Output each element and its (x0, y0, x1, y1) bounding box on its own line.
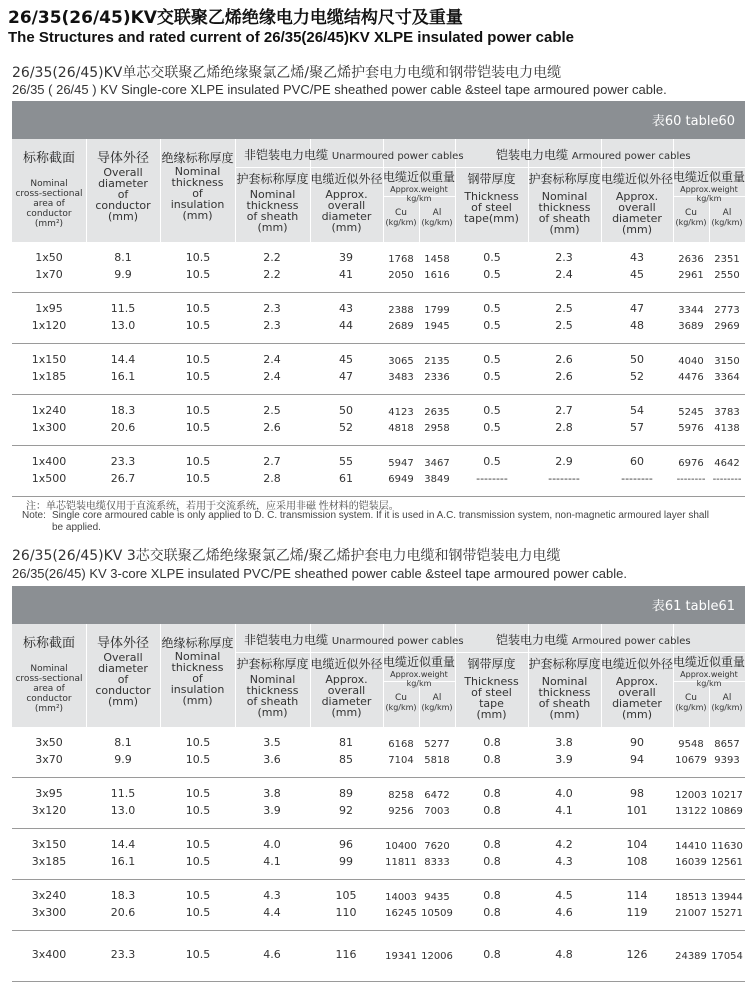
cell-sheath-thickness: 2.8 (263, 472, 281, 485)
cell-size: 1x120 (31, 319, 67, 332)
cell-insulation-thickness: 10.5 (185, 736, 211, 749)
table2-label-bar (12, 586, 745, 624)
cell-size: 3x50 (35, 736, 63, 749)
cell-armoured-overall-diameter: 43 (630, 251, 644, 264)
cell-weight-al: 2135 (424, 356, 450, 367)
table1-section-title-cn: 26/35(26/45)KV单芯交联聚乙烯绝缘聚氯乙烯/聚乙烯护套电力电缆和钢带铠装电力电缆 (12, 65, 562, 81)
cell-size: 3x70 (35, 753, 63, 766)
table1-body (12, 242, 745, 497)
cell-conductor-od: 20.6 (110, 906, 136, 919)
cell-size: 1x70 (35, 268, 63, 281)
cell-steel-tape: 0.8 (483, 787, 501, 800)
cell-weight-cu: 2388 (388, 305, 414, 316)
cell-armoured-weight-cu: 4476 (678, 372, 704, 383)
cell-armoured-weight-cu: 2961 (678, 270, 704, 281)
cell-armoured-weight-cu: 21007 (675, 908, 707, 919)
cell-overall-diameter: 85 (339, 753, 353, 766)
cell-armoured-overall-diameter: 108 (626, 855, 648, 868)
cell-overall-diameter: 43 (339, 302, 353, 315)
row-group (12, 931, 745, 982)
cell-armoured-weight-al: 10869 (711, 806, 743, 817)
cell-armoured-sheath-thickness: 2.7 (555, 404, 573, 417)
cell-weight-al: 12006 (421, 951, 453, 962)
cell-armoured-weight-cu: -------- (676, 474, 706, 485)
cell-size: 3x240 (31, 889, 67, 902)
cell-armoured-weight-cu: 3689 (678, 321, 704, 332)
cell-conductor-od: 16.1 (110, 855, 136, 868)
cell-armoured-sheath-thickness: 2.5 (555, 302, 573, 315)
cell-insulation-thickness: 10.5 (185, 251, 211, 264)
header-cu: Cu (kg/km) (385, 208, 417, 227)
cell-size: 1x150 (31, 353, 67, 366)
cell-size: 3x185 (31, 855, 67, 868)
header-cu: Cu (kg/km) (385, 693, 417, 712)
cell-overall-diameter: 81 (339, 736, 353, 749)
header-al: Al (kg/km) (421, 693, 453, 712)
header-armoured-group: 铠装电力电缆 Armoured power cables (496, 148, 691, 162)
cell-weight-al: 5818 (424, 755, 450, 766)
cell-sheath-thickness: 2.7 (263, 455, 281, 468)
cell-armoured-overall-diameter: 98 (630, 787, 644, 800)
cell-overall-diameter: 45 (339, 353, 353, 366)
cell-armoured-weight-al: 3364 (714, 372, 740, 383)
cell-armoured-sheath-thickness: 2.6 (555, 353, 573, 366)
cell-armoured-weight-al: 2969 (714, 321, 740, 332)
cell-insulation-thickness: 10.5 (185, 753, 211, 766)
table1-label: 表60 table60 (651, 114, 735, 129)
header-overall-diameter: 电缆近似外径 Approx. overall diameter (mm) (310, 657, 383, 719)
cell-weight-al: 6472 (424, 790, 450, 801)
header-overall-diameter: 电缆近似外径 Approx. overall diameter (mm) (310, 172, 383, 234)
cell-size: 3x300 (31, 906, 67, 919)
cell-armoured-weight-al: 2773 (714, 305, 740, 316)
cell-armoured-weight-al: 10217 (711, 790, 743, 801)
cell-weight-al: 2958 (424, 423, 450, 434)
cell-sheath-thickness: 3.5 (263, 736, 281, 749)
cell-armoured-sheath-thickness: 4.8 (555, 948, 573, 961)
cell-weight-al: 2336 (424, 372, 450, 383)
cell-armoured-sheath-thickness: 4.1 (555, 804, 573, 817)
cell-sheath-thickness: 4.3 (263, 889, 281, 902)
cell-insulation-thickness: 10.5 (185, 370, 211, 383)
table2-label: 表61 table61 (651, 599, 735, 614)
cell-sheath-thickness: 2.2 (263, 268, 281, 281)
cell-sheath-thickness: 4.1 (263, 855, 281, 868)
cell-steel-tape: 0.8 (483, 948, 501, 961)
table2 (12, 586, 745, 982)
cell-sheath-thickness: 2.2 (263, 251, 281, 264)
cell-conductor-od: 23.3 (110, 455, 136, 468)
cell-weight-cu: 16245 (385, 908, 417, 919)
cell-conductor-od: 9.9 (114, 268, 132, 281)
cell-conductor-od: 13.0 (110, 804, 136, 817)
cell-sheath-thickness: 2.3 (263, 302, 281, 315)
cell-sheath-thickness: 2.5 (263, 404, 281, 417)
cell-armoured-weight-al: 15271 (711, 908, 743, 919)
table1-header (12, 139, 745, 242)
cell-armoured-weight-cu: 10679 (675, 755, 707, 766)
cell-weight-cu: 6168 (388, 739, 414, 750)
cell-weight-al: 9435 (424, 892, 450, 903)
cell-armoured-weight-al: 2550 (714, 270, 740, 281)
cell-armoured-sheath-thickness: 4.5 (555, 889, 573, 902)
cell-armoured-overall-diameter: 57 (630, 421, 644, 434)
cell-steel-tape: -------- (476, 472, 508, 485)
row-group (12, 727, 745, 778)
row-group (12, 880, 745, 931)
cell-size: 1x500 (31, 472, 67, 485)
cell-steel-tape: 0.5 (483, 319, 501, 332)
cell-insulation-thickness: 10.5 (185, 455, 211, 468)
cell-overall-diameter: 116 (335, 948, 357, 961)
cell-conductor-od: 11.5 (110, 787, 136, 800)
cell-weight-cu: 2689 (388, 321, 414, 332)
cell-overall-diameter: 41 (339, 268, 353, 281)
cell-size: 1x300 (31, 421, 67, 434)
cell-sheath-thickness: 4.4 (263, 906, 281, 919)
cell-armoured-weight-al: 9393 (714, 755, 740, 766)
cell-armoured-weight-al: 4138 (714, 423, 740, 434)
cell-size: 1x95 (35, 302, 63, 315)
cell-insulation-thickness: 10.5 (185, 319, 211, 332)
cell-overall-diameter: 92 (339, 804, 353, 817)
cell-size: 3x150 (31, 838, 67, 851)
cell-insulation-thickness: 10.5 (185, 889, 211, 902)
cell-steel-tape: 0.5 (483, 353, 501, 366)
cell-overall-diameter: 44 (339, 319, 353, 332)
row-group (12, 829, 745, 880)
cell-armoured-weight-cu: 4040 (678, 356, 704, 367)
cell-steel-tape: 0.5 (483, 455, 501, 468)
cell-armoured-weight-al: 4642 (714, 458, 740, 469)
cell-weight-al: 1616 (424, 270, 450, 281)
note-cn-text: 单芯铠装电缆仅用于直流系统，若用于交流系统，应采用非磁 性材料的铠装层。 (46, 501, 399, 512)
cell-steel-tape: 0.8 (483, 838, 501, 851)
cell-weight-cu: 19341 (385, 951, 417, 962)
cell-armoured-sheath-thickness: 3.9 (555, 753, 573, 766)
cell-armoured-sheath-thickness: 2.8 (555, 421, 573, 434)
cell-steel-tape: 0.8 (483, 804, 501, 817)
cell-steel-tape: 0.5 (483, 268, 501, 281)
cell-armoured-overall-diameter: 50 (630, 353, 644, 366)
cell-insulation-thickness: 10.5 (185, 472, 211, 485)
cell-conductor-od: 23.3 (110, 948, 136, 961)
table2-section-title-cn: 26/35(26/45)KV 3芯交联聚乙烯绝缘聚氯乙烯/聚乙烯护套电力电缆和钢带铠装电力电缆 (12, 548, 561, 564)
cell-sheath-thickness: 3.8 (263, 787, 281, 800)
cell-armoured-sheath-thickness: 2.4 (555, 268, 573, 281)
cell-conductor-od: 9.9 (114, 753, 132, 766)
cell-weight-cu: 3065 (388, 356, 414, 367)
header-steel-tape: 钢带厚度 Thickness of steel tape (mm) (464, 657, 519, 721)
header-steel-tape: 钢带厚度 Thickness of steel tape(mm) (464, 172, 519, 225)
cell-armoured-weight-al: 3783 (714, 407, 740, 418)
header-nominal-area: 标称截面 Nominal cross-sectional area of conductor (mm²) (15, 636, 83, 714)
header-armoured-overall-diameter: 电缆近似外径 Approx. overall diameter (mm) (601, 172, 674, 236)
cell-armoured-overall-diameter: 48 (630, 319, 644, 332)
cell-weight-al: 3467 (424, 458, 450, 469)
cell-weight-al: 1945 (424, 321, 450, 332)
cell-armoured-weight-cu: 18513 (675, 892, 707, 903)
cell-weight-cu: 8258 (388, 790, 414, 801)
cell-armoured-overall-diameter: 54 (630, 404, 644, 417)
table1 (12, 101, 745, 497)
cell-sheath-thickness: 4.0 (263, 838, 281, 851)
cell-armoured-sheath-thickness: 4.3 (555, 855, 573, 868)
cell-sheath-thickness: 3.6 (263, 753, 281, 766)
cell-overall-diameter: 50 (339, 404, 353, 417)
cell-insulation-thickness: 10.5 (185, 421, 211, 434)
cell-size: 3x120 (31, 804, 67, 817)
cell-armoured-overall-diameter: 101 (626, 804, 648, 817)
cell-armoured-overall-diameter: 90 (630, 736, 644, 749)
cell-armoured-weight-cu: 14410 (675, 841, 707, 852)
cell-weight-al: 8333 (424, 857, 450, 868)
cell-steel-tape: 0.8 (483, 736, 501, 749)
cell-armoured-overall-diameter: 94 (630, 753, 644, 766)
cell-overall-diameter: 47 (339, 370, 353, 383)
cell-steel-tape: 0.8 (483, 753, 501, 766)
note-en-text-2: be applied. (52, 522, 101, 533)
cell-conductor-od: 18.3 (110, 889, 136, 902)
cell-armoured-overall-diameter: 47 (630, 302, 644, 315)
cell-conductor-od: 11.5 (110, 302, 136, 315)
header-sheath-thickness: 护套标称厚度 Nominal thickness of sheath (mm) (236, 172, 309, 234)
cell-overall-diameter: 39 (339, 251, 353, 264)
cell-armoured-overall-diameter: 45 (630, 268, 644, 281)
row-group (12, 446, 745, 497)
cell-weight-cu: 14003 (385, 892, 417, 903)
cell-weight-al: 7003 (424, 806, 450, 817)
header-armoured-cu: Cu (kg/km) (675, 693, 707, 712)
cell-weight-cu: 6949 (388, 474, 414, 485)
cell-armoured-overall-diameter: 52 (630, 370, 644, 383)
cell-weight-cu: 9256 (388, 806, 414, 817)
cell-size: 1x400 (31, 455, 67, 468)
cell-weight-cu: 4818 (388, 423, 414, 434)
row-group (12, 293, 745, 344)
cell-conductor-od: 18.3 (110, 404, 136, 417)
cell-insulation-thickness: 10.5 (185, 948, 211, 961)
cell-armoured-weight-al: 17054 (711, 951, 743, 962)
cell-armoured-sheath-thickness: 2.3 (555, 251, 573, 264)
header-armoured-approx-weight: 电缆近似重量 Approx.weight kg/km (673, 655, 746, 688)
cell-armoured-weight-al: 12561 (711, 857, 743, 868)
header-approx-weight: 电缆近似重量 Approx.weight kg/km (383, 170, 456, 203)
header-unarmoured-group: 非铠装电力电缆 Unarmoured power cables (244, 148, 464, 162)
cell-conductor-od: 13.0 (110, 319, 136, 332)
header-armoured-al: Al (kg/km) (711, 208, 743, 227)
cell-armoured-weight-al: -------- (712, 474, 742, 485)
cell-armoured-weight-al: 8657 (714, 739, 740, 750)
cell-weight-al: 1458 (424, 254, 450, 265)
cell-armoured-weight-cu: 13122 (675, 806, 707, 817)
cell-weight-al: 3849 (424, 474, 450, 485)
cell-steel-tape: 0.5 (483, 404, 501, 417)
cell-conductor-od: 20.6 (110, 421, 136, 434)
cell-weight-cu: 1768 (388, 254, 414, 265)
row-group (12, 344, 745, 395)
header-armoured-approx-weight: 电缆近似重量 Approx.weight kg/km (673, 170, 746, 203)
cell-armoured-weight-cu: 3344 (678, 305, 704, 316)
cell-sheath-thickness: 2.4 (263, 353, 281, 366)
cell-steel-tape: 0.8 (483, 906, 501, 919)
cell-steel-tape: 0.8 (483, 889, 501, 902)
cell-conductor-od: 16.1 (110, 370, 136, 383)
cell-weight-cu: 11811 (385, 857, 417, 868)
cell-overall-diameter: 105 (335, 889, 357, 902)
cell-insulation-thickness: 10.5 (185, 302, 211, 315)
cell-size: 1x240 (31, 404, 67, 417)
cell-conductor-od: 26.7 (110, 472, 136, 485)
header-armoured-sheath-thickness: 护套标称厚度 Nominal thickness of sheath (mm) (528, 657, 601, 721)
cell-armoured-sheath-thickness: 2.9 (555, 455, 573, 468)
cell-armoured-sheath-thickness: 2.6 (555, 370, 573, 383)
cell-armoured-overall-diameter: 119 (626, 906, 648, 919)
cell-overall-diameter: 52 (339, 421, 353, 434)
header-armoured-cu: Cu (kg/km) (675, 208, 707, 227)
cell-armoured-overall-diameter: -------- (621, 472, 653, 485)
note-en-label: Note: (22, 510, 46, 521)
cell-steel-tape: 0.5 (483, 421, 501, 434)
cell-armoured-weight-cu: 5976 (678, 423, 704, 434)
cell-overall-diameter: 96 (339, 838, 353, 851)
cell-conductor-od: 14.4 (110, 838, 136, 851)
cell-overall-diameter: 61 (339, 472, 353, 485)
cell-overall-diameter: 110 (335, 906, 357, 919)
cell-sheath-thickness: 4.6 (263, 948, 281, 961)
cell-weight-cu: 3483 (388, 372, 414, 383)
cell-steel-tape: 0.5 (483, 370, 501, 383)
cell-armoured-weight-cu: 16039 (675, 857, 707, 868)
header-insulation-thickness: 绝缘标称厚度 Nominal thickness of insulation (mm) (161, 151, 234, 222)
cell-armoured-overall-diameter: 60 (630, 455, 644, 468)
cell-conductor-od: 8.1 (114, 251, 132, 264)
cell-insulation-thickness: 10.5 (185, 804, 211, 817)
cell-weight-cu: 4123 (388, 407, 414, 418)
cell-sheath-thickness: 3.9 (263, 804, 281, 817)
cell-insulation-thickness: 10.5 (185, 787, 211, 800)
header-armoured-overall-diameter: 电缆近似外径 Approx. overall diameter (mm) (601, 657, 674, 721)
cell-size: 1x185 (31, 370, 67, 383)
cell-armoured-sheath-thickness: 2.5 (555, 319, 573, 332)
cell-armoured-sheath-thickness: -------- (548, 472, 580, 485)
table1-label-bar (12, 101, 745, 139)
cell-armoured-sheath-thickness: 3.8 (555, 736, 573, 749)
main-title-cn: 26/35(26/45)KV交联聚乙烯绝缘电力电缆结构尺寸及重量 (8, 8, 463, 28)
header-unarmoured-group: 非铠装电力电缆 Unarmoured power cables (244, 633, 464, 647)
header-armoured-group: 铠装电力电缆 Armoured power cables (496, 633, 691, 647)
cell-insulation-thickness: 10.5 (185, 906, 211, 919)
cell-size: 3x400 (31, 948, 67, 961)
cell-insulation-thickness: 10.5 (185, 268, 211, 281)
cell-armoured-weight-cu: 2636 (678, 254, 704, 265)
cell-sheath-thickness: 2.6 (263, 421, 281, 434)
cell-overall-diameter: 55 (339, 455, 353, 468)
cell-insulation-thickness: 10.5 (185, 353, 211, 366)
cell-armoured-weight-al: 3150 (714, 356, 740, 367)
cell-weight-al: 5277 (424, 739, 450, 750)
table2-section-title-en: 26/35(26/45) KV 3-core XLPE insulated PVC/PE sheathed power cable &steel tape armoured power cable. (12, 566, 627, 581)
header-armoured-sheath-thickness: 护套标称厚度 Nominal thickness of sheath (mm) (528, 172, 601, 236)
cell-insulation-thickness: 10.5 (185, 404, 211, 417)
row-group (12, 778, 745, 829)
cell-armoured-weight-cu: 12003 (675, 790, 707, 801)
cell-insulation-thickness: 10.5 (185, 838, 211, 851)
cell-weight-cu: 7104 (388, 755, 414, 766)
header-insulation-thickness: 绝缘标称厚度 Nominal thickness of insulation (mm) (161, 636, 234, 707)
cell-armoured-sheath-thickness: 4.6 (555, 906, 573, 919)
header-conductor-od: 导体外径 Overall diameter of conductor (mm) (95, 636, 151, 708)
cell-weight-al: 2635 (424, 407, 450, 418)
cell-armoured-sheath-thickness: 4.0 (555, 787, 573, 800)
header-nominal-area: 标称截面 Nominal cross-sectional area of conductor (mm²) (15, 151, 83, 229)
cell-armoured-weight-al: 2351 (714, 254, 740, 265)
table2-body (12, 727, 745, 982)
cell-overall-diameter: 99 (339, 855, 353, 868)
cell-armoured-overall-diameter: 126 (626, 948, 648, 961)
cell-weight-al: 1799 (424, 305, 450, 316)
cell-sheath-thickness: 2.4 (263, 370, 281, 383)
cell-armoured-weight-al: 11630 (711, 841, 743, 852)
cell-steel-tape: 0.5 (483, 302, 501, 315)
row-group (12, 242, 745, 293)
cell-weight-al: 10509 (421, 908, 453, 919)
cell-size: 1x50 (35, 251, 63, 264)
cell-steel-tape: 0.5 (483, 251, 501, 264)
cell-armoured-weight-al: 13944 (711, 892, 743, 903)
table2-header (12, 624, 745, 727)
cell-armoured-weight-cu: 24389 (675, 951, 707, 962)
cell-armoured-overall-diameter: 114 (626, 889, 648, 902)
header-sheath-thickness: 护套标称厚度 Nominal thickness of sheath (mm) (236, 657, 309, 719)
note-en-text-1: Single core armoured cable is only applied to D. C. transmission system. If it is used in A.C. transmission system, non-magnetic armoured layer shall (52, 510, 709, 521)
cell-weight-cu: 5947 (388, 458, 414, 469)
main-title-en: The Structures and rated current of 26/35(26/45)KV XLPE insulated power cable (8, 29, 575, 46)
cell-steel-tape: 0.8 (483, 855, 501, 868)
cell-conductor-od: 14.4 (110, 353, 136, 366)
note-cn-label: 注： (26, 501, 46, 512)
header-al: Al (kg/km) (421, 208, 453, 227)
cell-armoured-weight-cu: 5245 (678, 407, 704, 418)
table1-section-title-en: 26/35 ( 26/45 ) KV Single-core XLPE insulated PVC/PE sheathed power cable &steel tape armoured power cable. (12, 82, 667, 97)
cell-armoured-overall-diameter: 104 (626, 838, 648, 851)
cell-armoured-weight-cu: 6976 (678, 458, 704, 469)
header-approx-weight: 电缆近似重量 Approx.weight kg/km (383, 655, 456, 688)
header-armoured-al: Al (kg/km) (711, 693, 743, 712)
header-conductor-od: 导体外径 Overall diameter of conductor (mm) (95, 151, 151, 223)
cell-size: 3x95 (35, 787, 63, 800)
cell-weight-al: 7620 (424, 841, 450, 852)
cell-sheath-thickness: 2.3 (263, 319, 281, 332)
cell-armoured-weight-cu: 9548 (678, 739, 704, 750)
cell-conductor-od: 8.1 (114, 736, 132, 749)
cell-weight-cu: 2050 (388, 270, 414, 281)
cell-insulation-thickness: 10.5 (185, 855, 211, 868)
row-group (12, 395, 745, 446)
cell-armoured-sheath-thickness: 4.2 (555, 838, 573, 851)
cell-weight-cu: 10400 (385, 841, 417, 852)
cell-overall-diameter: 89 (339, 787, 353, 800)
